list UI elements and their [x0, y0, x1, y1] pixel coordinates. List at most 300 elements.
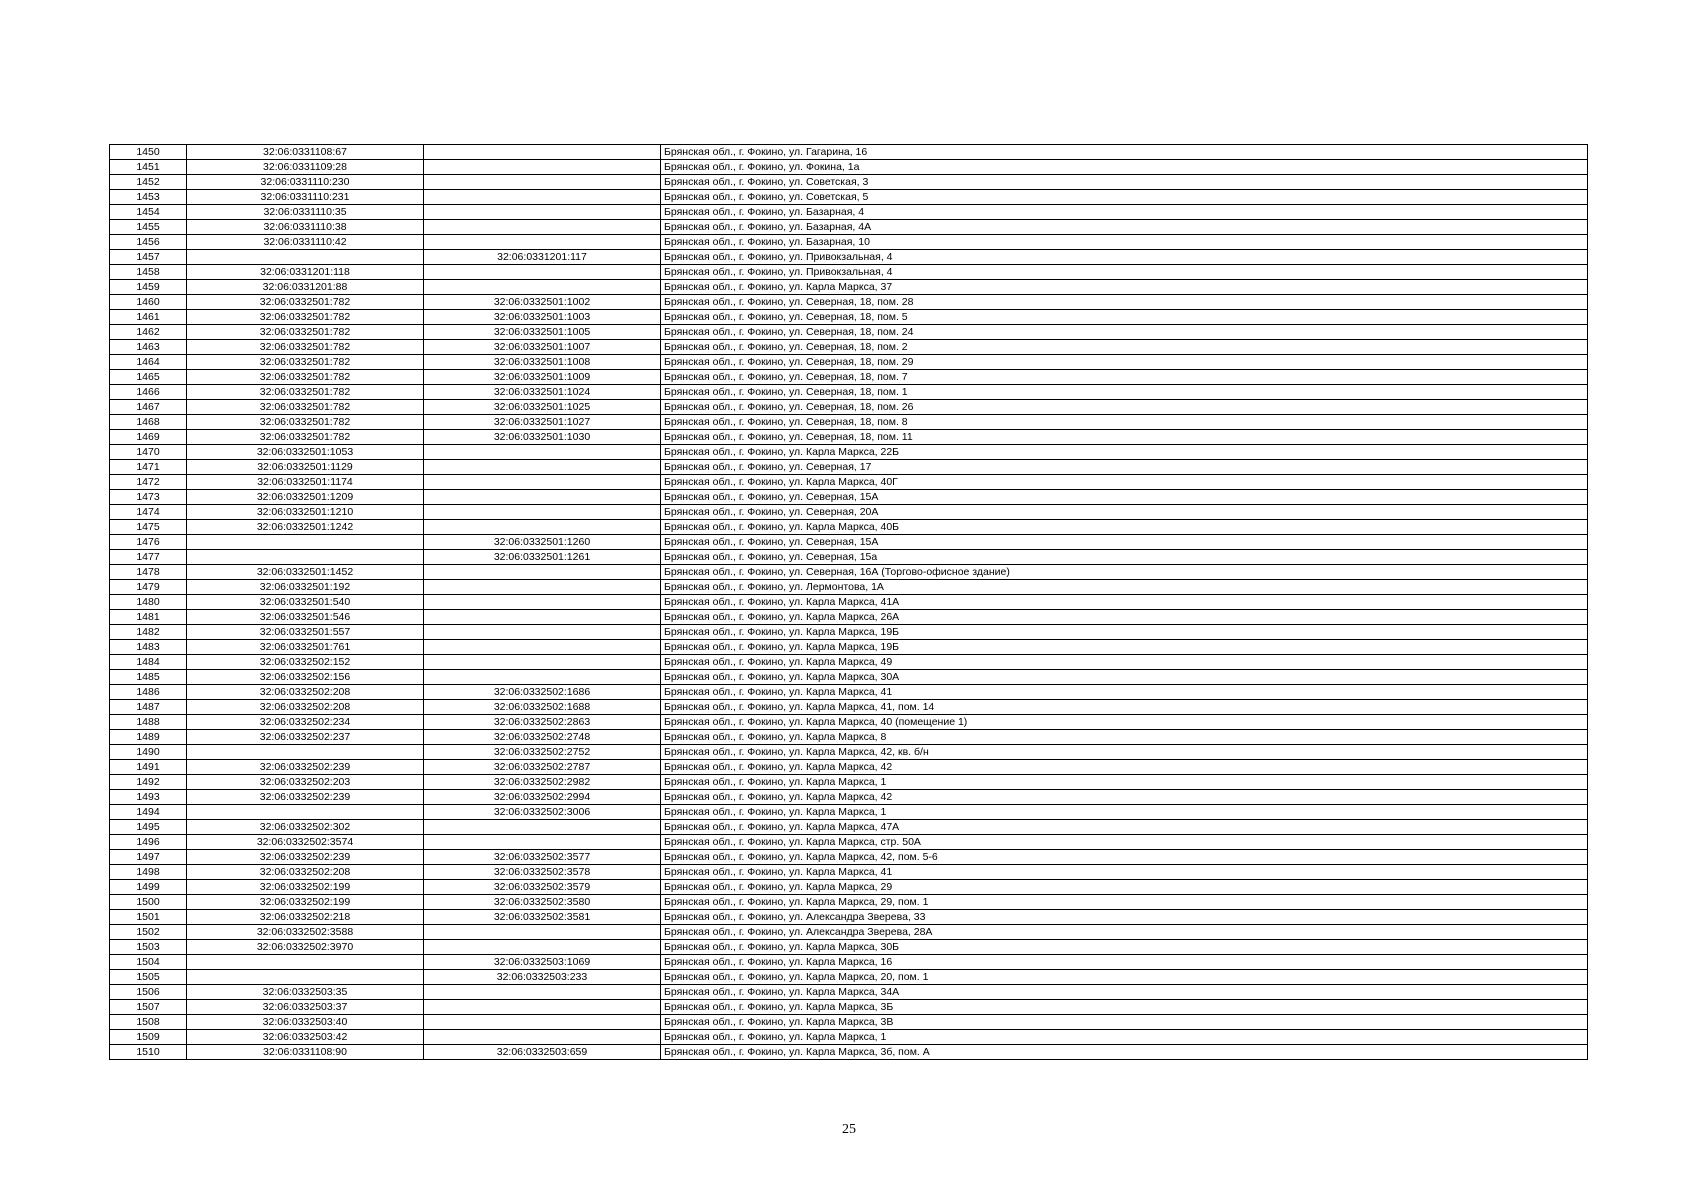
- table-row: [110, 760, 1588, 775]
- cadastral-number-building-cell: 32:06:0332502:237: [187, 730, 424, 745]
- cadastral-number-premises-cell: 32:06:0332501:1260: [424, 535, 661, 550]
- address-cell: Брянская обл., г. Фокино, ул. Советская, 5: [661, 190, 1588, 205]
- cadastral-number-premises-cell: [424, 145, 661, 160]
- cadastral-number-premises-cell: 32:06:0332503:233: [424, 970, 661, 985]
- cadastral-number-building-cell: 32:06:0331201:118: [187, 265, 424, 280]
- row-number-cell: 1506: [110, 985, 187, 1000]
- address-cell: Брянская обл., г. Фокино, ул. Карла Маркса, 49: [661, 655, 1588, 670]
- cadastral-number-premises-cell: 32:06:0332502:2994: [424, 790, 661, 805]
- cadastral-number-premises-cell: [424, 1015, 661, 1030]
- table-row: [110, 835, 1588, 850]
- cadastral-number-building-cell: 32:06:0331110:35: [187, 205, 424, 220]
- address-cell: Брянская обл., г. Фокино, ул. Базарная, 10: [661, 235, 1588, 250]
- row-number-cell: 1508: [110, 1015, 187, 1030]
- row-number-cell: 1480: [110, 595, 187, 610]
- table-row: [110, 265, 1588, 280]
- cadastral-number-building-cell: 32:06:0331110:42: [187, 235, 424, 250]
- cadastral-number-premises-cell: [424, 940, 661, 955]
- table-row: [110, 535, 1588, 550]
- table-row: [110, 190, 1588, 205]
- row-number-cell: 1472: [110, 475, 187, 490]
- cadastral-number-building-cell: 32:06:0332503:40: [187, 1015, 424, 1030]
- cadastral-number-premises-cell: 32:06:0332501:1007: [424, 340, 661, 355]
- address-cell: Брянская обл., г. Фокино, ул. Северная, 18, пом. 2: [661, 340, 1588, 355]
- registry-table-body: [110, 145, 1588, 1060]
- cadastral-number-building-cell: 32:06:0332501:1209: [187, 490, 424, 505]
- page-number: 25: [842, 1122, 856, 1137]
- row-number-cell: 1450: [110, 145, 187, 160]
- cadastral-number-premises-cell: 32:06:0332502:3579: [424, 880, 661, 895]
- cadastral-number-premises-cell: [424, 610, 661, 625]
- cadastral-number-building-cell: 32:06:0332502:3970: [187, 940, 424, 955]
- cadastral-number-premises-cell: [424, 235, 661, 250]
- table-row: [110, 550, 1588, 565]
- row-number-cell: 1482: [110, 625, 187, 640]
- address-cell: Брянская обл., г. Фокино, ул. Северная, 20А: [661, 505, 1588, 520]
- cadastral-number-premises-cell: 32:06:0332502:3006: [424, 805, 661, 820]
- table-row: [110, 280, 1588, 295]
- address-cell: Брянская обл., г. Фокино, ул. Базарная, 4: [661, 205, 1588, 220]
- row-number-cell: 1498: [110, 865, 187, 880]
- cadastral-number-building-cell: 32:06:0332501:782: [187, 400, 424, 415]
- table-row: [110, 580, 1588, 595]
- table-row: [110, 625, 1588, 640]
- table-row: [110, 955, 1588, 970]
- address-cell: Брянская обл., г. Фокино, ул. Северная, 18, пом. 1: [661, 385, 1588, 400]
- cadastral-number-premises-cell: 32:06:0332502:3580: [424, 895, 661, 910]
- cadastral-number-building-cell: 32:06:0331110:230: [187, 175, 424, 190]
- row-number-cell: 1493: [110, 790, 187, 805]
- cadastral-number-premises-cell: 32:06:0332502:1688: [424, 700, 661, 715]
- row-number-cell: 1507: [110, 1000, 187, 1015]
- registry-table: [109, 144, 1588, 1060]
- address-cell: Брянская обл., г. Фокино, ул. Александра Зверева, 33: [661, 910, 1588, 925]
- row-number-cell: 1486: [110, 685, 187, 700]
- cadastral-number-building-cell: 32:06:0332502:199: [187, 895, 424, 910]
- cadastral-number-building-cell: 32:06:0332501:1210: [187, 505, 424, 520]
- table-row: [110, 505, 1588, 520]
- table-row: [110, 745, 1588, 760]
- cadastral-number-building-cell: 32:06:0332502:218: [187, 910, 424, 925]
- address-cell: Брянская обл., г. Фокино, ул. Карла Маркса, 19Б: [661, 640, 1588, 655]
- table-row: [110, 940, 1588, 955]
- row-number-cell: 1464: [110, 355, 187, 370]
- address-cell: Брянская обл., г. Фокино, ул. Фокина, 1а: [661, 160, 1588, 175]
- cadastral-number-premises-cell: [424, 1030, 661, 1045]
- table-row: [110, 235, 1588, 250]
- row-number-cell: 1474: [110, 505, 187, 520]
- table-row: [110, 460, 1588, 475]
- table-row: [110, 160, 1588, 175]
- table-row: [110, 175, 1588, 190]
- row-number-cell: 1479: [110, 580, 187, 595]
- cadastral-number-building-cell: [187, 535, 424, 550]
- row-number-cell: 1477: [110, 550, 187, 565]
- row-number-cell: 1487: [110, 700, 187, 715]
- address-cell: Брянская обл., г. Фокино, ул. Северная, 18, пом. 8: [661, 415, 1588, 430]
- address-cell: Брянская обл., г. Фокино, ул. Карла Маркса, 3Б: [661, 1000, 1588, 1015]
- cadastral-number-premises-cell: [424, 580, 661, 595]
- table-row: [110, 880, 1588, 895]
- row-number-cell: 1481: [110, 610, 187, 625]
- table-row: [110, 445, 1588, 460]
- row-number-cell: 1471: [110, 460, 187, 475]
- table-row: [110, 805, 1588, 820]
- cadastral-number-premises-cell: 32:06:0332501:1024: [424, 385, 661, 400]
- row-number-cell: 1494: [110, 805, 187, 820]
- address-cell: Брянская обл., г. Фокино, ул. Карла Маркса, 42: [661, 790, 1588, 805]
- address-cell: Брянская обл., г. Фокино, ул. Карла Маркса, 41, пом. 14: [661, 700, 1588, 715]
- address-cell: Брянская обл., г. Фокино, ул. Карла Маркса, 41: [661, 865, 1588, 880]
- row-number-cell: 1454: [110, 205, 187, 220]
- row-number-cell: 1459: [110, 280, 187, 295]
- cadastral-number-premises-cell: [424, 1000, 661, 1015]
- address-cell: Брянская обл., г. Фокино, ул. Карла Маркса, 42, пом. 5-6: [661, 850, 1588, 865]
- address-cell: Брянская обл., г. Фокино, ул. Карла Маркса, 1: [661, 805, 1588, 820]
- address-cell: Брянская обл., г. Фокино, ул. Карла Маркса, 30Б: [661, 940, 1588, 955]
- cadastral-number-premises-cell: [424, 460, 661, 475]
- cadastral-number-building-cell: 32:06:0332501:782: [187, 385, 424, 400]
- cadastral-number-premises-cell: [424, 520, 661, 535]
- cadastral-number-building-cell: 32:06:0332501:782: [187, 370, 424, 385]
- address-cell: Брянская обл., г. Фокино, ул. Северная, 15а: [661, 550, 1588, 565]
- table-row: [110, 1015, 1588, 1030]
- table-row: [110, 220, 1588, 235]
- address-cell: Брянская обл., г. Фокино, ул. Карла Маркса, 34А: [661, 985, 1588, 1000]
- row-number-cell: 1484: [110, 655, 187, 670]
- cadastral-number-building-cell: 32:06:0331108:67: [187, 145, 424, 160]
- table-row: [110, 1000, 1588, 1015]
- row-number-cell: 1501: [110, 910, 187, 925]
- address-cell: Брянская обл., г. Фокино, ул. Привокзальная, 4: [661, 250, 1588, 265]
- cadastral-number-premises-cell: [424, 655, 661, 670]
- address-cell: Брянская обл., г. Фокино, ул. Лермонтова, 1А: [661, 580, 1588, 595]
- address-cell: Брянская обл., г. Фокино, ул. Карла Маркса, 8: [661, 730, 1588, 745]
- cadastral-number-premises-cell: 32:06:0332501:1027: [424, 415, 661, 430]
- cadastral-number-building-cell: 32:06:0332501:782: [187, 355, 424, 370]
- cadastral-number-premises-cell: [424, 490, 661, 505]
- row-number-cell: 1483: [110, 640, 187, 655]
- table-row: [110, 310, 1588, 325]
- address-cell: Брянская обл., г. Фокино, ул. Карла Маркса, 1: [661, 1030, 1588, 1045]
- cadastral-number-building-cell: 32:06:0332501:192: [187, 580, 424, 595]
- address-cell: Брянская обл., г. Фокино, ул. Северная, 18, пом. 26: [661, 400, 1588, 415]
- cadastral-number-premises-cell: 32:06:0332502:1686: [424, 685, 661, 700]
- address-cell: Брянская обл., г. Фокино, ул. Северная, 16А (Торгово-офисное здание): [661, 565, 1588, 580]
- cadastral-number-premises-cell: [424, 475, 661, 490]
- cadastral-number-premises-cell: 32:06:0332501:1025: [424, 400, 661, 415]
- row-number-cell: 1469: [110, 430, 187, 445]
- row-number-cell: 1451: [110, 160, 187, 175]
- cadastral-number-building-cell: [187, 550, 424, 565]
- row-number-cell: 1453: [110, 190, 187, 205]
- cadastral-number-building-cell: 32:06:0332502:239: [187, 790, 424, 805]
- table-row: [110, 355, 1588, 370]
- cadastral-number-building-cell: 32:06:0332502:3574: [187, 835, 424, 850]
- cadastral-number-premises-cell: [424, 175, 661, 190]
- row-number-cell: 1497: [110, 850, 187, 865]
- address-cell: Брянская обл., г. Фокино, ул. Северная, 18, пом. 5: [661, 310, 1588, 325]
- table-row: [110, 415, 1588, 430]
- cadastral-number-premises-cell: [424, 280, 661, 295]
- table-row: [110, 325, 1588, 340]
- cadastral-number-building-cell: 32:06:0331110:38: [187, 220, 424, 235]
- row-number-cell: 1467: [110, 400, 187, 415]
- cadastral-number-building-cell: 32:06:0331109:28: [187, 160, 424, 175]
- cadastral-number-premises-cell: [424, 820, 661, 835]
- address-cell: Брянская обл., г. Фокино, ул. Советская, 3: [661, 175, 1588, 190]
- cadastral-number-premises-cell: [424, 445, 661, 460]
- cadastral-number-premises-cell: 32:06:0332501:1003: [424, 310, 661, 325]
- cadastral-number-premises-cell: 32:06:0332502:3581: [424, 910, 661, 925]
- address-cell: Брянская обл., г. Фокино, ул. Александра Зверева, 28А: [661, 925, 1588, 940]
- table-row: [110, 610, 1588, 625]
- address-cell: Брянская обл., г. Фокино, ул. Карла Маркса, стр. 50А: [661, 835, 1588, 850]
- cadastral-number-building-cell: [187, 805, 424, 820]
- table-row: [110, 370, 1588, 385]
- cadastral-number-premises-cell: 32:06:0332501:1261: [424, 550, 661, 565]
- table-row: [110, 895, 1588, 910]
- cadastral-number-building-cell: 32:06:0332502:302: [187, 820, 424, 835]
- cadastral-number-building-cell: 32:06:0332502:208: [187, 685, 424, 700]
- cadastral-number-building-cell: 32:06:0332501:1242: [187, 520, 424, 535]
- table-row: [110, 685, 1588, 700]
- cadastral-number-premises-cell: [424, 565, 661, 580]
- address-cell: Брянская обл., г. Фокино, ул. Карла Маркса, 42: [661, 760, 1588, 775]
- address-cell: Брянская обл., г. Фокино, ул. Базарная, 4А: [661, 220, 1588, 235]
- cadastral-number-building-cell: [187, 955, 424, 970]
- address-cell: Брянская обл., г. Фокино, ул. Северная, 15А: [661, 490, 1588, 505]
- table-row: [110, 430, 1588, 445]
- address-cell: Брянская обл., г. Фокино, ул. Карла Маркса, 1: [661, 775, 1588, 790]
- address-cell: Брянская обл., г. Фокино, ул. Северная, 18, пом. 28: [661, 295, 1588, 310]
- row-number-cell: 1485: [110, 670, 187, 685]
- row-number-cell: 1492: [110, 775, 187, 790]
- cadastral-number-building-cell: 32:06:0331110:231: [187, 190, 424, 205]
- table-row: [110, 520, 1588, 535]
- table-row: [110, 655, 1588, 670]
- row-number-cell: 1476: [110, 535, 187, 550]
- table-row: [110, 145, 1588, 160]
- row-number-cell: 1468: [110, 415, 187, 430]
- table-row: [110, 400, 1588, 415]
- table-row: [110, 985, 1588, 1000]
- row-number-cell: 1503: [110, 940, 187, 955]
- table-row: [110, 475, 1588, 490]
- address-cell: Брянская обл., г. Фокино, ул. Карла Маркса, 22Б: [661, 445, 1588, 460]
- address-cell: Брянская обл., г. Фокино, ул. Северная, 18, пом. 24: [661, 325, 1588, 340]
- row-number-cell: 1473: [110, 490, 187, 505]
- cadastral-number-building-cell: 32:06:0332502:203: [187, 775, 424, 790]
- address-cell: Брянская обл., г. Фокино, ул. Карла Маркса, 37: [661, 280, 1588, 295]
- table-row: [110, 205, 1588, 220]
- row-number-cell: 1488: [110, 715, 187, 730]
- row-number-cell: 1502: [110, 925, 187, 940]
- cadastral-number-premises-cell: 32:06:0332501:1005: [424, 325, 661, 340]
- table-row: [110, 730, 1588, 745]
- address-cell: Брянская обл., г. Фокино, ул. Северная, 18, пом. 29: [661, 355, 1588, 370]
- table-row: [110, 850, 1588, 865]
- address-cell: Брянская обл., г. Фокино, ул. Карла Маркса, 41А: [661, 595, 1588, 610]
- address-cell: Брянская обл., г. Фокино, ул. Гагарина, 16: [661, 145, 1588, 160]
- cadastral-number-premises-cell: [424, 190, 661, 205]
- address-cell: Брянская обл., г. Фокино, ул. Карла Маркса, 19Б: [661, 625, 1588, 640]
- row-number-cell: 1457: [110, 250, 187, 265]
- cadastral-number-premises-cell: [424, 220, 661, 235]
- table-row: [110, 565, 1588, 580]
- row-number-cell: 1456: [110, 235, 187, 250]
- address-cell: Брянская обл., г. Фокино, ул. Карла Маркса, 3б, пом. А: [661, 1045, 1588, 1060]
- row-number-cell: 1495: [110, 820, 187, 835]
- row-number-cell: 1489: [110, 730, 187, 745]
- cadastral-number-building-cell: 32:06:0332501:1174: [187, 475, 424, 490]
- table-row: [110, 865, 1588, 880]
- address-cell: Брянская обл., г. Фокино, ул. Карла Маркса, 3В: [661, 1015, 1588, 1030]
- row-number-cell: 1500: [110, 895, 187, 910]
- cadastral-number-building-cell: 32:06:0332501:782: [187, 310, 424, 325]
- cadastral-number-premises-cell: 32:06:0332502:3578: [424, 865, 661, 880]
- cadastral-number-premises-cell: [424, 505, 661, 520]
- cadastral-number-building-cell: 32:06:0332502:199: [187, 880, 424, 895]
- table-row: [110, 250, 1588, 265]
- address-cell: Брянская обл., г. Фокино, ул. Карла Маркса, 16: [661, 955, 1588, 970]
- cadastral-number-building-cell: 32:06:0332502:3588: [187, 925, 424, 940]
- address-cell: Брянская обл., г. Фокино, ул. Карла Маркса, 30А: [661, 670, 1588, 685]
- cadastral-number-building-cell: 32:06:0332502:239: [187, 850, 424, 865]
- cadastral-number-premises-cell: [424, 595, 661, 610]
- address-cell: Брянская обл., г. Фокино, ул. Карла Маркса, 26А: [661, 610, 1588, 625]
- cadastral-number-premises-cell: [424, 670, 661, 685]
- table-row: [110, 970, 1588, 985]
- address-cell: Брянская обл., г. Фокино, ул. Карла Маркса, 29: [661, 880, 1588, 895]
- row-number-cell: 1463: [110, 340, 187, 355]
- row-number-cell: 1461: [110, 310, 187, 325]
- row-number-cell: 1505: [110, 970, 187, 985]
- row-number-cell: 1452: [110, 175, 187, 190]
- cadastral-number-building-cell: 32:06:0332501:761: [187, 640, 424, 655]
- cadastral-number-building-cell: 32:06:0331108:90: [187, 1045, 424, 1060]
- cadastral-number-building-cell: 32:06:0332501:782: [187, 415, 424, 430]
- row-number-cell: 1499: [110, 880, 187, 895]
- cadastral-number-building-cell: [187, 745, 424, 760]
- cadastral-number-building-cell: 32:06:0332503:37: [187, 1000, 424, 1015]
- table-row: [110, 595, 1588, 610]
- row-number-cell: 1465: [110, 370, 187, 385]
- cadastral-number-premises-cell: [424, 625, 661, 640]
- table-row: [110, 640, 1588, 655]
- address-cell: Брянская обл., г. Фокино, ул. Карла Маркса, 29, пом. 1: [661, 895, 1588, 910]
- row-number-cell: 1475: [110, 520, 187, 535]
- table-row: [110, 385, 1588, 400]
- row-number-cell: 1470: [110, 445, 187, 460]
- cadastral-number-building-cell: [187, 970, 424, 985]
- address-cell: Брянская обл., г. Фокино, ул. Карла Маркса, 40 (помещение 1): [661, 715, 1588, 730]
- cadastral-number-building-cell: 32:06:0331201:88: [187, 280, 424, 295]
- cadastral-number-building-cell: 32:06:0332503:35: [187, 985, 424, 1000]
- address-cell: Брянская обл., г. Фокино, ул. Северная, 17: [661, 460, 1588, 475]
- cadastral-number-building-cell: 32:06:0332502:156: [187, 670, 424, 685]
- cadastral-number-building-cell: 32:06:0332502:239: [187, 760, 424, 775]
- table-row: [110, 295, 1588, 310]
- cadastral-number-premises-cell: 32:06:0332501:1002: [424, 295, 661, 310]
- row-number-cell: 1455: [110, 220, 187, 235]
- address-cell: Брянская обл., г. Фокино, ул. Северная, 18, пом. 11: [661, 430, 1588, 445]
- row-number-cell: 1491: [110, 760, 187, 775]
- cadastral-number-premises-cell: 32:06:0332502:2863: [424, 715, 661, 730]
- cadastral-number-premises-cell: [424, 160, 661, 175]
- table-row: [110, 1030, 1588, 1045]
- cadastral-number-building-cell: 32:06:0332501:782: [187, 295, 424, 310]
- cadastral-number-premises-cell: [424, 985, 661, 1000]
- cadastral-number-building-cell: [187, 250, 424, 265]
- address-cell: Брянская обл., г. Фокино, ул. Карла Маркса, 41: [661, 685, 1588, 700]
- cadastral-number-premises-cell: 32:06:0332501:1030: [424, 430, 661, 445]
- cadastral-number-premises-cell: 32:06:0332501:1008: [424, 355, 661, 370]
- row-number-cell: 1509: [110, 1030, 187, 1045]
- address-cell: Брянская обл., г. Фокино, ул. Карла Маркса, 40Г: [661, 475, 1588, 490]
- row-number-cell: 1478: [110, 565, 187, 580]
- cadastral-number-building-cell: 32:06:0332501:1129: [187, 460, 424, 475]
- address-cell: Брянская обл., г. Фокино, ул. Карла Маркса, 20, пом. 1: [661, 970, 1588, 985]
- cadastral-number-building-cell: 32:06:0332502:208: [187, 700, 424, 715]
- address-cell: Брянская обл., г. Фокино, ул. Северная, 15А: [661, 535, 1588, 550]
- table-row: [110, 490, 1588, 505]
- cadastral-number-premises-cell: 32:06:0332502:2787: [424, 760, 661, 775]
- cadastral-number-premises-cell: 32:06:0332502:2982: [424, 775, 661, 790]
- row-number-cell: 1496: [110, 835, 187, 850]
- cadastral-number-building-cell: 32:06:0332502:234: [187, 715, 424, 730]
- cadastral-number-building-cell: 32:06:0332501:782: [187, 325, 424, 340]
- table-row: [110, 820, 1588, 835]
- cadastral-number-premises-cell: 32:06:0332502:3577: [424, 850, 661, 865]
- table-row: [110, 715, 1588, 730]
- cadastral-number-premises-cell: [424, 265, 661, 280]
- table-row: [110, 790, 1588, 805]
- cadastral-number-premises-cell: 32:06:0332503:1069: [424, 955, 661, 970]
- address-cell: Брянская обл., г. Фокино, ул. Карла Маркса, 42, кв. б/н: [661, 745, 1588, 760]
- cadastral-number-premises-cell: [424, 640, 661, 655]
- cadastral-number-building-cell: 32:06:0332503:42: [187, 1030, 424, 1045]
- cadastral-number-building-cell: 32:06:0332501:540: [187, 595, 424, 610]
- table-row: [110, 340, 1588, 355]
- row-number-cell: 1458: [110, 265, 187, 280]
- row-number-cell: 1462: [110, 325, 187, 340]
- cadastral-number-premises-cell: 32:06:0332502:2748: [424, 730, 661, 745]
- row-number-cell: 1504: [110, 955, 187, 970]
- table-row: [110, 1045, 1588, 1060]
- address-cell: Брянская обл., г. Фокино, ул. Карла Маркса, 47А: [661, 820, 1588, 835]
- table-row: [110, 670, 1588, 685]
- row-number-cell: 1466: [110, 385, 187, 400]
- cadastral-number-premises-cell: 32:06:0332503:659: [424, 1045, 661, 1060]
- cadastral-number-premises-cell: 32:06:0331201:117: [424, 250, 661, 265]
- table-row: [110, 925, 1588, 940]
- table-row: [110, 910, 1588, 925]
- cadastral-number-building-cell: 32:06:0332501:782: [187, 430, 424, 445]
- cadastral-number-building-cell: 32:06:0332502:208: [187, 865, 424, 880]
- cadastral-number-building-cell: 32:06:0332501:782: [187, 340, 424, 355]
- cadastral-number-building-cell: 32:06:0332501:1452: [187, 565, 424, 580]
- cadastral-number-building-cell: 32:06:0332502:152: [187, 655, 424, 670]
- cadastral-number-premises-cell: [424, 925, 661, 940]
- table-row: [110, 775, 1588, 790]
- cadastral-number-premises-cell: 32:06:0332501:1009: [424, 370, 661, 385]
- cadastral-number-premises-cell: [424, 835, 661, 850]
- row-number-cell: 1490: [110, 745, 187, 760]
- cadastral-number-premises-cell: [424, 205, 661, 220]
- table-row: [110, 700, 1588, 715]
- row-number-cell: 1510: [110, 1045, 187, 1060]
